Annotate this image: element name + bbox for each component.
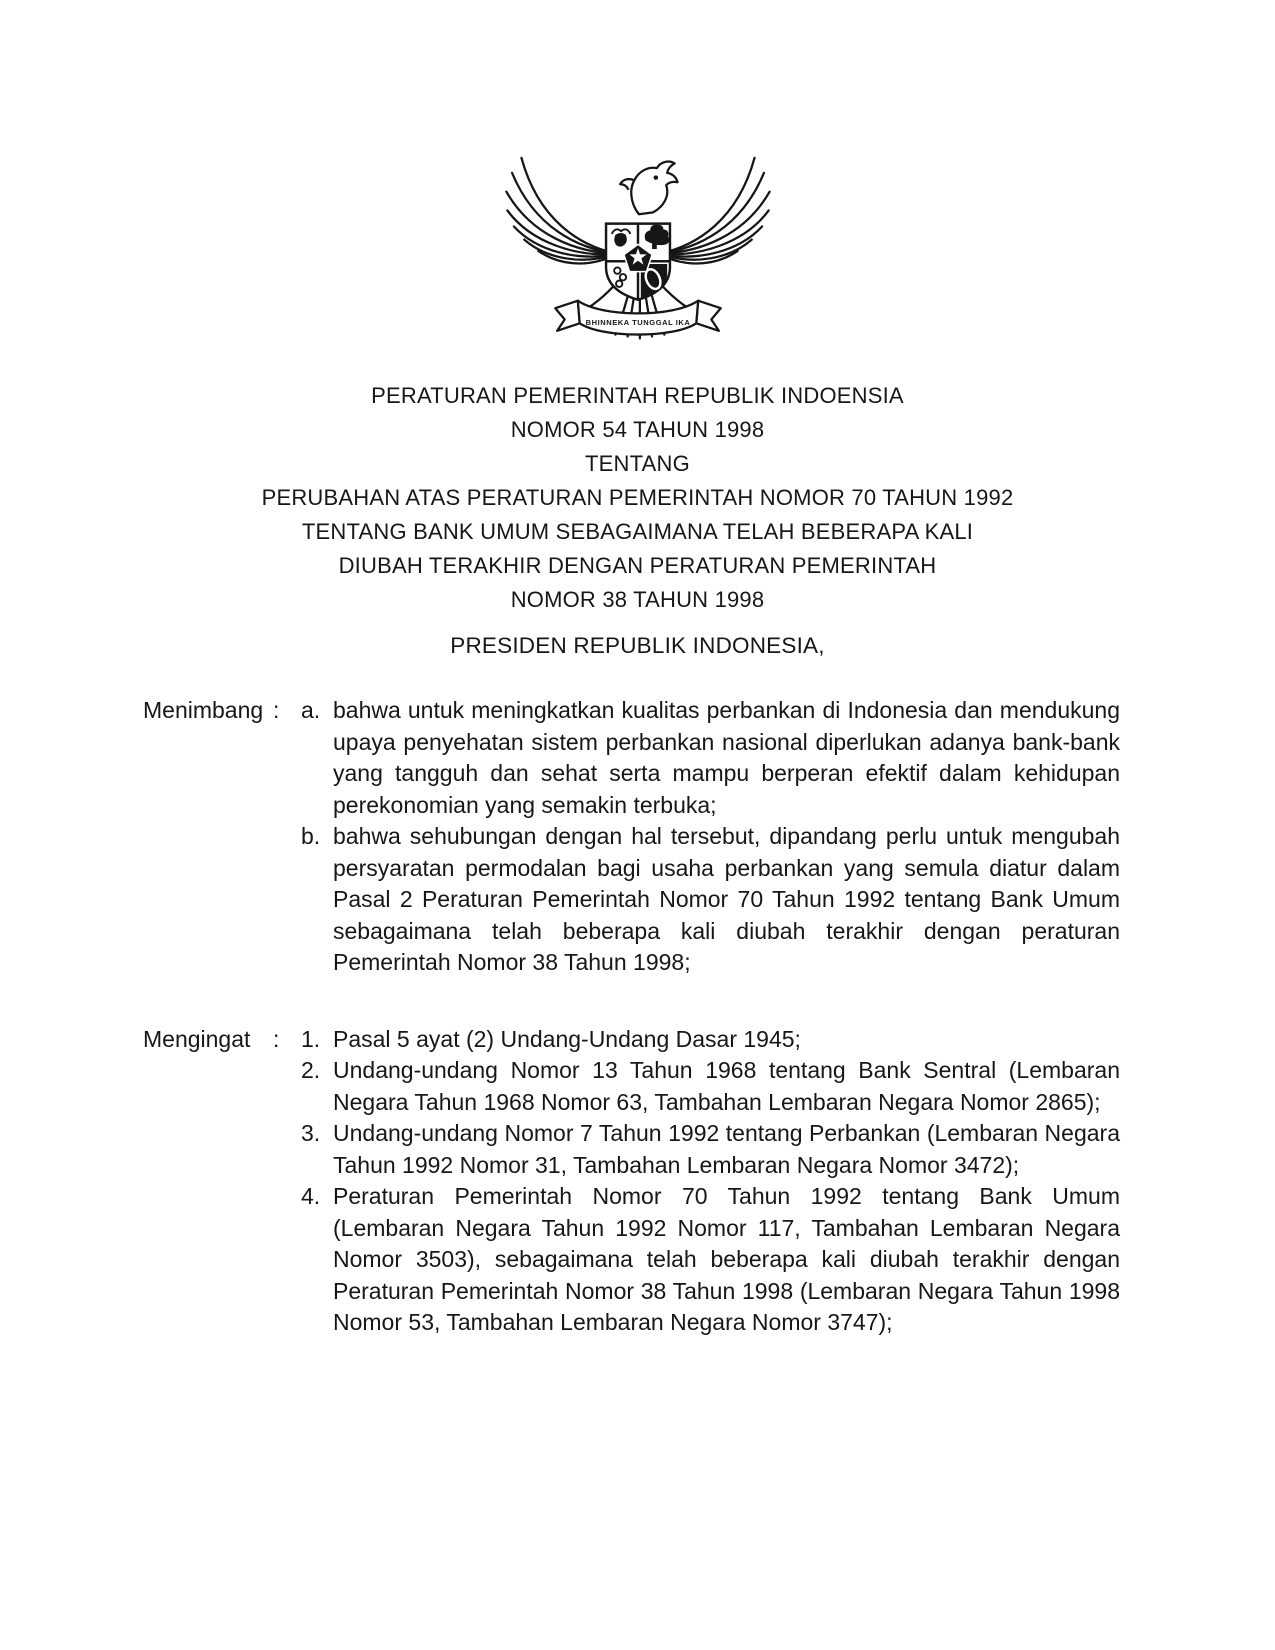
document-body: [143, 695, 1120, 1339]
legal-basis-item-2: [301, 1055, 1120, 1118]
eagle-head: [620, 162, 677, 215]
title-line-2: NOMOR 54 TAHUN 1998: [510, 417, 765, 442]
consideration-item-a: [301, 695, 1120, 821]
title-line-1: PERATURAN PEMERINTAH REPUBLIK INDOENSIA: [371, 383, 904, 408]
emblem-motto-text: BHINNEKA TUNGGAL IKA: [585, 318, 690, 328]
section-colon: :: [273, 697, 280, 723]
title-line-5: TENTANG BANK UMUM SEBAGAIMANA TELAH BEBERAPA KALI: [301, 519, 974, 544]
item-text: Peraturan Pemerintah Nomor 70 Tahun 1992 tentang Bank Umum (Lembaran Negara Tahun 1992 Nomor 117, Tambahan Lembaran Negara Nomor 3503), sebagaimana telah beberapa kali diubah terakhir dengan Peraturan Pemerintah Nomor 38 Tahun 1998 (Lembaran Negara Tahun 1998 Nomor 53, Tambahan Lembaran Negara Nomor 3747);: [333, 1183, 1120, 1335]
section-colon: :: [273, 1025, 280, 1052]
legal-basis-item-1: [301, 1024, 1120, 1056]
garuda-pancasila-emblem: [497, 137, 779, 346]
item-marker: 2.: [301, 1057, 321, 1083]
salutation: PRESIDEN REPUBLIK INDONESIA,: [450, 633, 825, 658]
title-line-7: NOMOR 38 TAHUN 1998: [510, 587, 765, 612]
section-mengingat: [143, 1024, 1120, 1339]
legal-basis-item-4: [301, 1181, 1120, 1339]
garuda-icon: [497, 137, 779, 346]
title-line-6: DIUBAH TERAKHIR DENGAN PERATURAN PEMERINTAH: [338, 553, 937, 578]
item-text: Undang-undang Nomor 7 Tahun 1992 tentang Perbankan (Lembaran Negara Tahun 1992 Nomor 31, Tambahan Lembaran Negara Nomor 3472);: [333, 1120, 1120, 1178]
section-items: [301, 695, 1120, 979]
document-title: [0, 379, 1275, 617]
item-marker: 3.: [301, 1120, 321, 1146]
section-menimbang: [143, 695, 1120, 979]
section-label: Menimbang: [143, 697, 264, 723]
title-line-3: TENTANG: [585, 451, 690, 476]
item-text: bahwa sehubungan dengan hal tersebut, dipandang perlu untuk mengubah persyaratan permodalan bagi usaha perbankan yang semula diatur dalam Pasal 2 Peraturan Pemerintah Nomor 70 Tahun 1992 tentang Bank Umum sebagaimana telah beberapa kali diubah terakhir dengan peraturan Pemerintah Nomor 38 Tahun 1998;: [333, 823, 1120, 975]
legal-basis-item-3: [301, 1118, 1120, 1181]
pancasila-shield: [606, 224, 670, 300]
item-text: Pasal 5 ayat (2) Undang-Undang Dasar 1945;: [333, 1025, 801, 1052]
item-marker: 4.: [301, 1183, 321, 1209]
consideration-item-b: [301, 821, 1120, 979]
item-marker: a.: [301, 697, 321, 723]
item-text: bahwa untuk meningkatkan kualitas perbankan di Indonesia dan mendukung upaya penyehatan sistem perbankan nasional diperlukan adanya bank-bank yang tangguh dan sehat serta mampu berperan efektif dalam kehidupan perekonomian yang semakin terbuka;: [333, 697, 1120, 818]
title-line-4: PERUBAHAN ATAS PERATURAN PEMERINTAH NOMOR 70 TAHUN 1992: [261, 485, 1014, 510]
item-text: Undang-undang Nomor 13 Tahun 1968 tentang Bank Sentral (Lembaran Negara Tahun 1968 Nomor 63, Tambahan Lembaran Negara Nomor 2865);: [333, 1057, 1120, 1115]
item-marker: 1.: [301, 1025, 321, 1052]
section-label: Mengingat: [143, 1025, 251, 1052]
item-marker: b.: [301, 823, 321, 849]
section-items: [301, 1024, 1120, 1339]
